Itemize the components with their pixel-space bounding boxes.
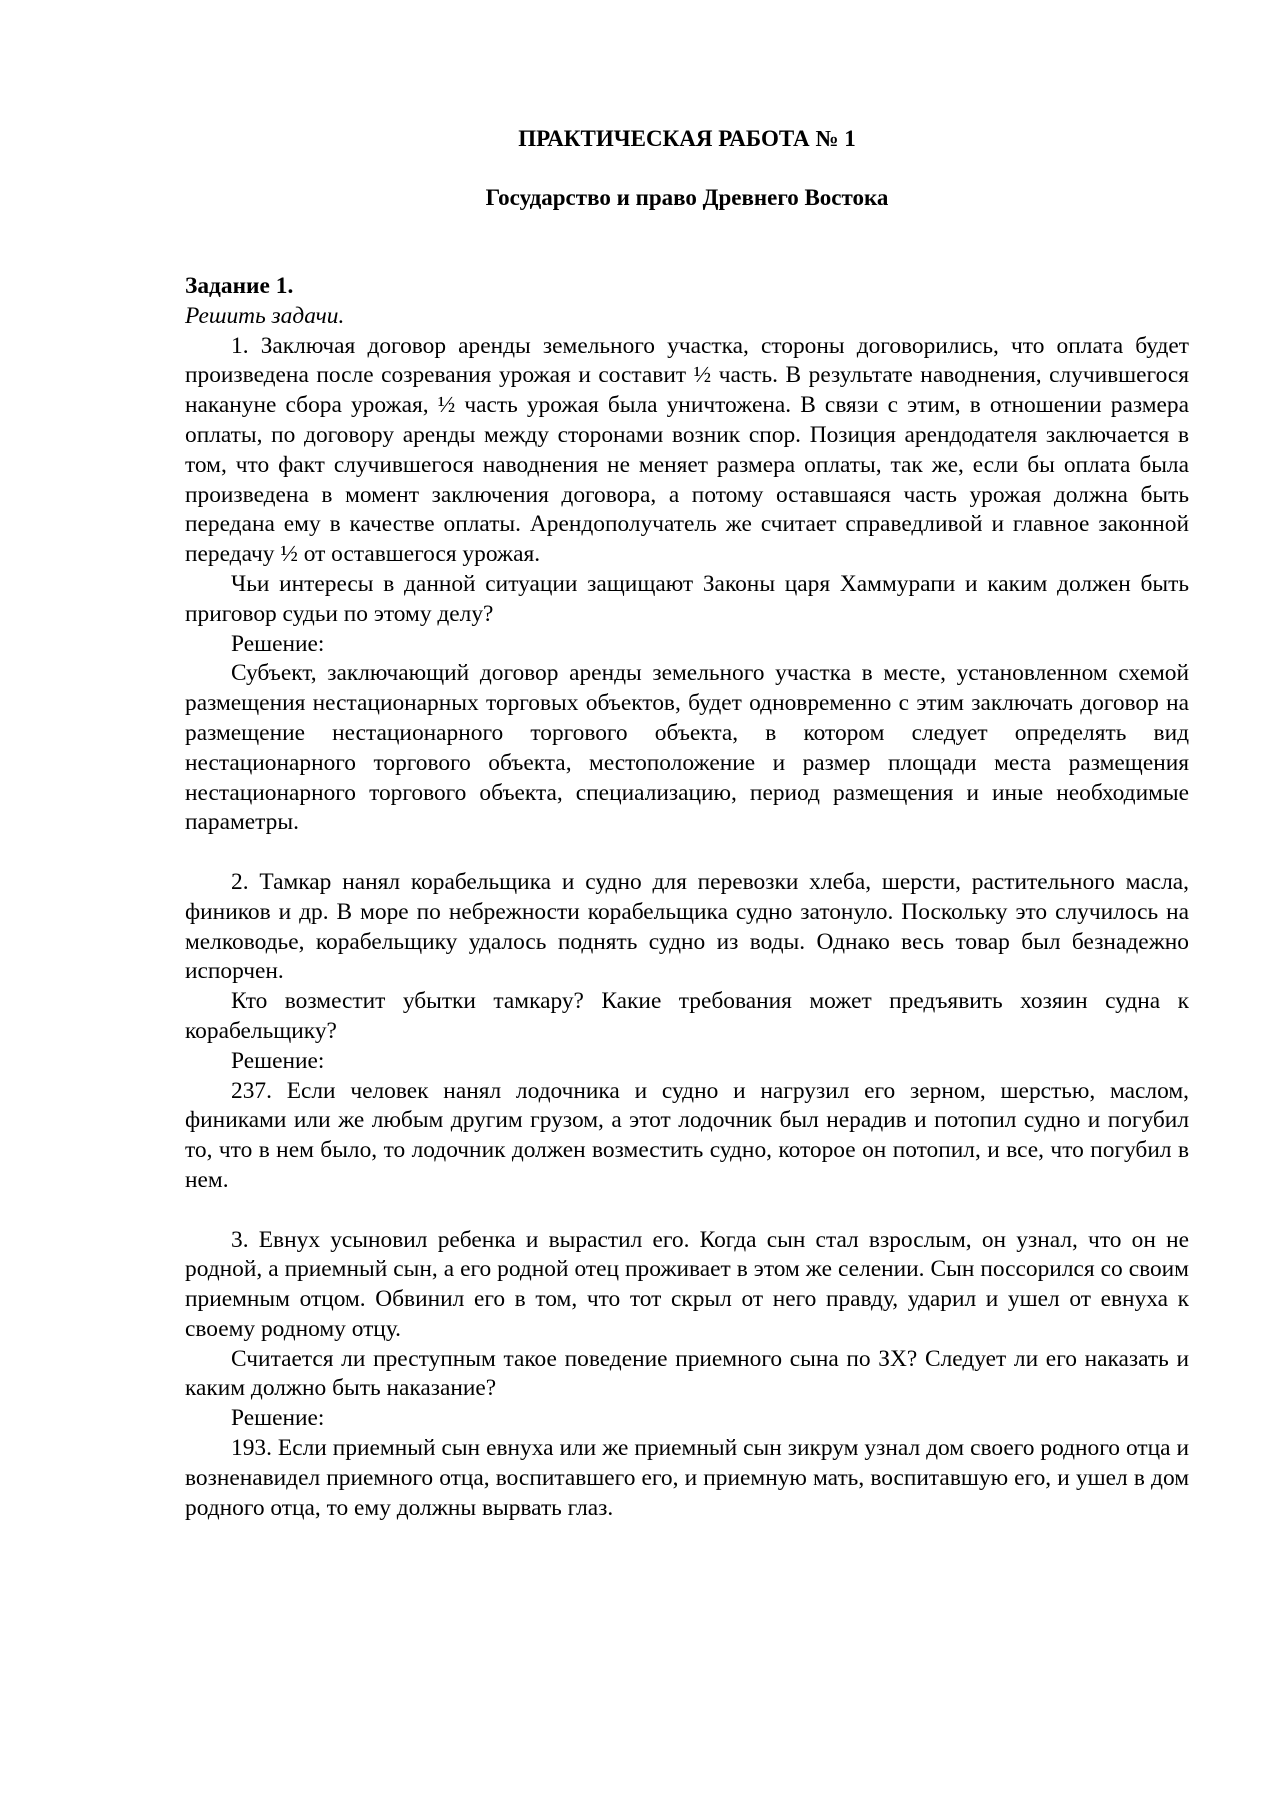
solution-label: Решение: <box>231 1047 325 1074</box>
task-instruction: Решить задачи. <box>185 302 345 329</box>
problem-1 <box>185 332 1189 839</box>
problem-condition: 1. Заключая договор аренды земельного участка, стороны договорились, что оплата будет произведена после созревания урожая и составит ½ часть. В результате наводнения, случившегося накануне сбора урожая, ½ часть урожая была уничтожена. В связи с этим, в отношении размера оплаты, по договору аренды между сторонами возник спор. Позиция арендодателя заключается в том, что факт случившегося наводнения не меняет размера оплаты, так же, если бы оплата была произведена в момент заключения договора, а потому оставшаяся часть урожая должна быть передана ему в качестве оплаты. Арендополучатель же считает справедливой и главное законной передачу ½ от оставшегося урожая. <box>185 332 1189 568</box>
problem-question: Кто возместит убытки тамкару? Какие требования может предъявить хозяин судна к корабельщику? <box>185 988 1189 1044</box>
problem-question: Считается ли преступным такое поведение приемного сына по ЗХ? Следует ли его наказать и каким должно быть наказание? <box>185 1345 1189 1402</box>
document-body <box>185 272 1189 1523</box>
paragraph-gap <box>185 1196 1189 1226</box>
problem-condition: 2. Тамкар нанял корабельщика и судно для перевозки хлеба, шерсти, растительного масла, фиников и др. В море по небрежности корабельщика судно затонуло. Поскольку это случилось на мелководье, корабельщику удалось поднять судно из воды. Однако весь товар был безнадежно испорчен. <box>185 868 1189 985</box>
problem-question: Чьи интересы в данной ситуации защищают Законы царя Хаммурапи и каким должен быть приговор судьи по этому делу? <box>185 570 1189 627</box>
solution-label: Решение: <box>231 1405 325 1432</box>
problem-2 <box>185 868 1189 1196</box>
problem-condition: 3. Евнух усыновил ребенка и вырастил его. Когда сын стал взрослым, он узнал, что он не родной, а приемный сын, а его родной отец проживает в этом же селении. Сын поссорился со своим приемным отцом. Обвинил его в том, что тот скрыл от него правду, ударил и ушел от евнуха к своему родному отцу. <box>185 1226 1189 1342</box>
paragraph-gap <box>185 838 1189 868</box>
problem-3 <box>185 1226 1189 1524</box>
problem-solution: 237. Если человек нанял лодочника и судно и нагрузил его зерном, шерстью, маслом, финиками или же любым другим грузом, а этот лодочник был нерадив и потопил судно и погубил то, что в нем было, то лодочник должен возместить судно, которое он потопил, и все, что погубил в нем. <box>185 1077 1189 1193</box>
problem-solution: 193. Если приемный сын евнуха или же приемный сын зикрум узнал дом своего родного отца и возненавидел приемного отца, воспитавшего его, и приемную мать, воспитавшую его, и ушел в дом родного отца, то ему должны вырвать глаз. <box>185 1435 1189 1521</box>
page-title: ПРАКТИЧЕСКАЯ РАБОТА № 1 <box>518 126 856 151</box>
page-subtitle: Государство и право Древнего Востока <box>485 185 889 210</box>
task-heading: Задание 1. <box>185 273 294 299</box>
problem-solution: Субъект, заключающий договор аренды земельного участка в месте, установленном схемой размещения нестационарных торговых объектов, будет одновременно с этим заключать договор на размещение нестационарного торгового объекта, в котором следует определять вид нестационарного торгового объекта, местоположение и размер площади места размещения нестационарного торгового объекта, специализацию, период размещения и иные необходимые параметры. <box>185 660 1189 836</box>
solution-label: Решение: <box>231 630 325 657</box>
